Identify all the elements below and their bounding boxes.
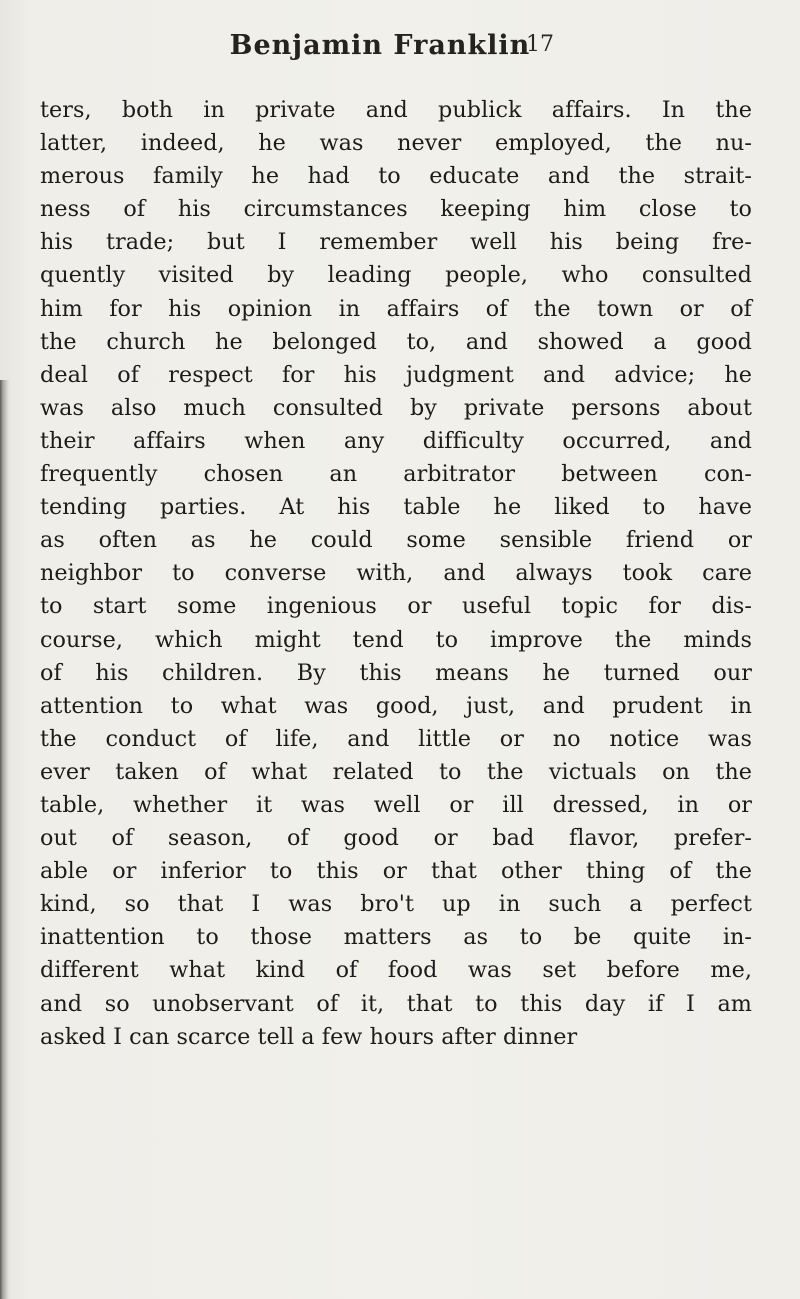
text-line: was also much consulted by private persons about [40,394,752,421]
text-line: the church he belonged to, and showed a good [40,328,752,355]
text-line: ness of his circumstances keeping him close to [40,196,752,223]
running-head [0,26,800,70]
body-text [40,94,752,1054]
page-number: 17 [526,32,554,57]
text-line: ever taken of what related to the victuals on the [40,758,752,785]
text-line: and so unobservant of it, that to this day if I am [40,990,752,1017]
text-line: different what kind of food was set before me, [40,957,752,984]
text-line: neighbor to converse with, and always took care [40,560,752,587]
text-line: course, which might tend to improve the minds [40,626,752,653]
text-line: his trade; but I remember well his being fre- [40,229,752,256]
text-line: attention to what was good, just, and prudent in [40,692,752,719]
text-line: kind, so that I was bro't up in such a perfect [40,891,752,918]
text-line: quently visited by leading people, who consulted [40,262,752,289]
text-line: ters, both in private and publick affairs. In the [40,97,752,123]
text-line: to start some ingenious or useful topic for dis- [40,593,752,620]
text-line: able or inferior to this or that other thing of the [40,858,752,885]
text-line: tending parties. At his table he liked to have [40,494,752,521]
text-line: frequently chosen an arbitrator between con- [40,461,752,488]
text-line: latter, indeed, he was never employed, the nu- [40,130,752,157]
text-line: inattention to those matters as to be quite in- [40,924,752,951]
text-line: asked I can scarce tell a few hours after dinner [40,1023,578,1050]
text-line: him for his opinion in affairs of the town or of [40,295,752,322]
text-line: of his children. By this means he turned our [40,659,752,686]
text-line: deal of respect for his judgment and advice; he [40,361,752,388]
text-line: the conduct of life, and little or no notice was [40,725,752,752]
text-line: merous family he had to educate and the strait- [40,163,752,190]
text-line: their affairs when any difficulty occurred, and [40,427,752,454]
text-line: out of season, of good or bad flavor, prefer- [40,825,752,852]
text-line: as often as he could some sensible friend or [40,527,752,554]
text-line: table, whether it was well or ill dressed, in or [40,791,752,818]
page-gutter-shadow [0,380,10,1299]
running-title: Benjamin Franklin [229,30,531,61]
